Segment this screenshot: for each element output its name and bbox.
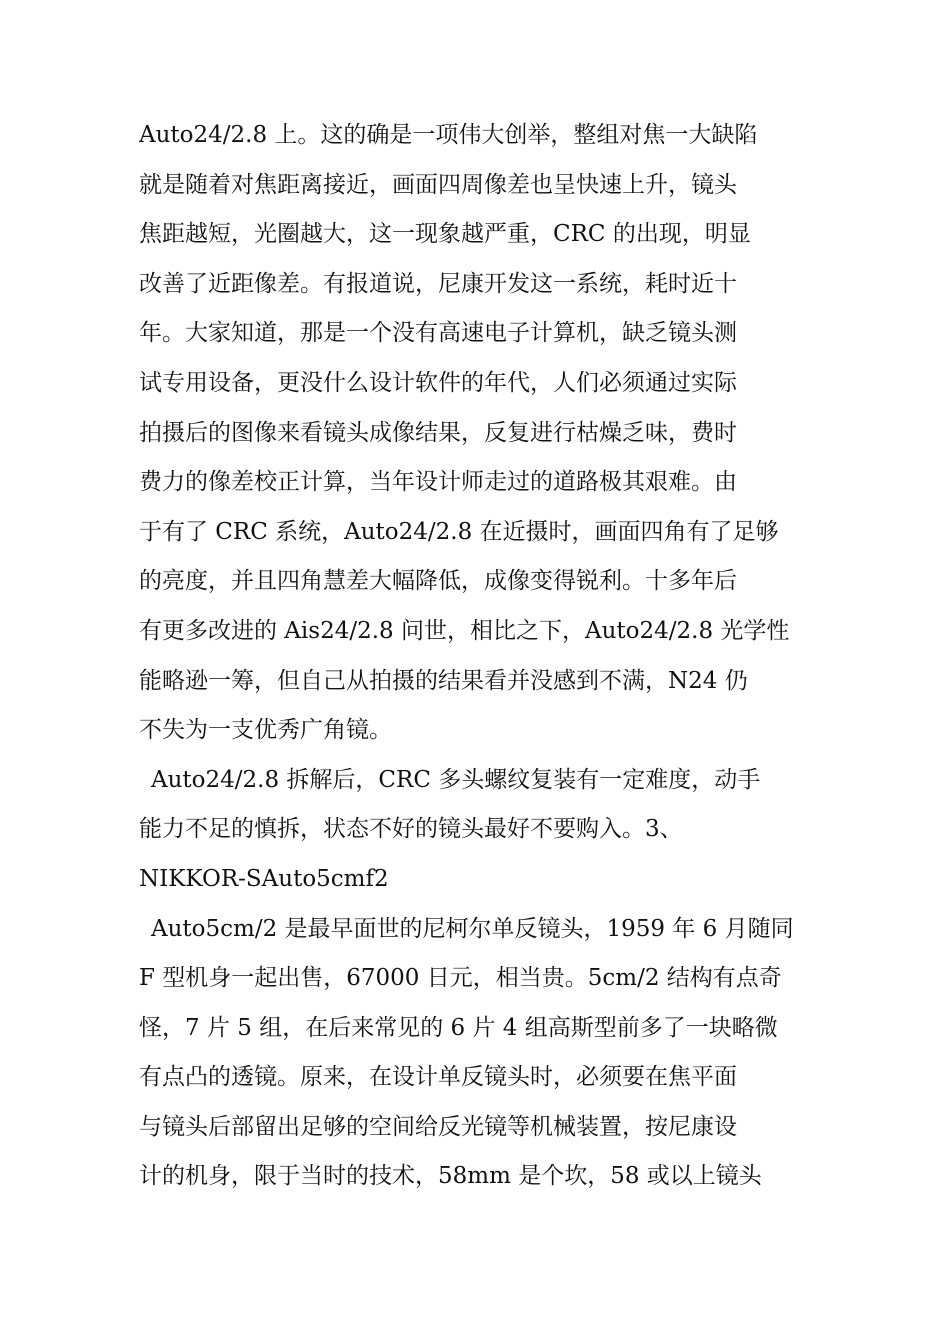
text-line: 与镜头后部留出足够的空间给反光镜等机械装置，按尼康设	[139, 1113, 737, 1140]
text-line: 费力的像差校正计算，当年设计师走过的道路极其艰难。由	[139, 469, 737, 496]
text-line: 于有了 CRC 系统，Auto24/2.8 在近摄时，画面四角有了足够	[139, 518, 779, 545]
text-line: 计的机身，限于当时的技术，58mm 是个坎，58 或以上镜头	[139, 1163, 762, 1190]
text-line: 的亮度，并且四角慧差大幅降低，成像变得锐利。十多年后	[139, 568, 737, 595]
text-line: 有更多改进的 Ais24/2.8 问世，相比之下，Auto24/2.8 光学性	[139, 617, 790, 644]
text-line: 改善了近距像差。有报道说，尼康开发这一系统，耗时近十	[139, 270, 737, 297]
text-line: 年。大家知道，那是一个没有高速电子计算机，缺乏镜头测	[139, 320, 737, 347]
text-line: 能力不足的慎拆，状态不好的镜头最好不要购入。3、	[139, 816, 683, 843]
text-line: Auto24/2.8 上。这的确是一项伟大创举，整组对焦一大缺陷	[139, 122, 758, 148]
text-line: 就是随着对焦距离接近，画面四周像差也呈快速上升，镜头	[139, 171, 737, 198]
text-line: 能略逊一筹，但自己从拍摄的结果看并没感到不满，N24 仍	[139, 667, 748, 694]
text-line: 不失为一支优秀广角镜。	[139, 717, 392, 744]
text-line: 焦距越短，光圈越大，这一现象越严重，CRC 的出现，明显	[139, 221, 751, 248]
text-line: 有点凸的透镜。原来，在设计单反镜头时，必须要在焦平面	[139, 1064, 737, 1091]
text-line: Auto5cm/2 是最早面世的尼柯尔单反镜头，1959 年 6 月随同	[151, 915, 794, 942]
body-text	[139, 111, 829, 1202]
text-line: 试专用设备，更没什么设计软件的年代，人们必须通过实际	[139, 369, 737, 396]
text-line: NIKKOR-SAuto5cmf2	[139, 865, 389, 892]
text-line: 拍摄后的图像来看镜头成像结果，反复进行枯燥乏味，费时	[139, 419, 737, 446]
text-line: 怪，7 片 5 组，在后来常见的 6 片 4 组高斯型前多了一块略微	[139, 1014, 778, 1041]
text-line: F 型机身一起出售，67000 日元，相当贵。5cm/2 结构有点奇	[139, 965, 782, 992]
text-line: Auto24/2.8 拆解后，CRC 多头螺纹复装有一定难度，动手	[151, 766, 761, 793]
